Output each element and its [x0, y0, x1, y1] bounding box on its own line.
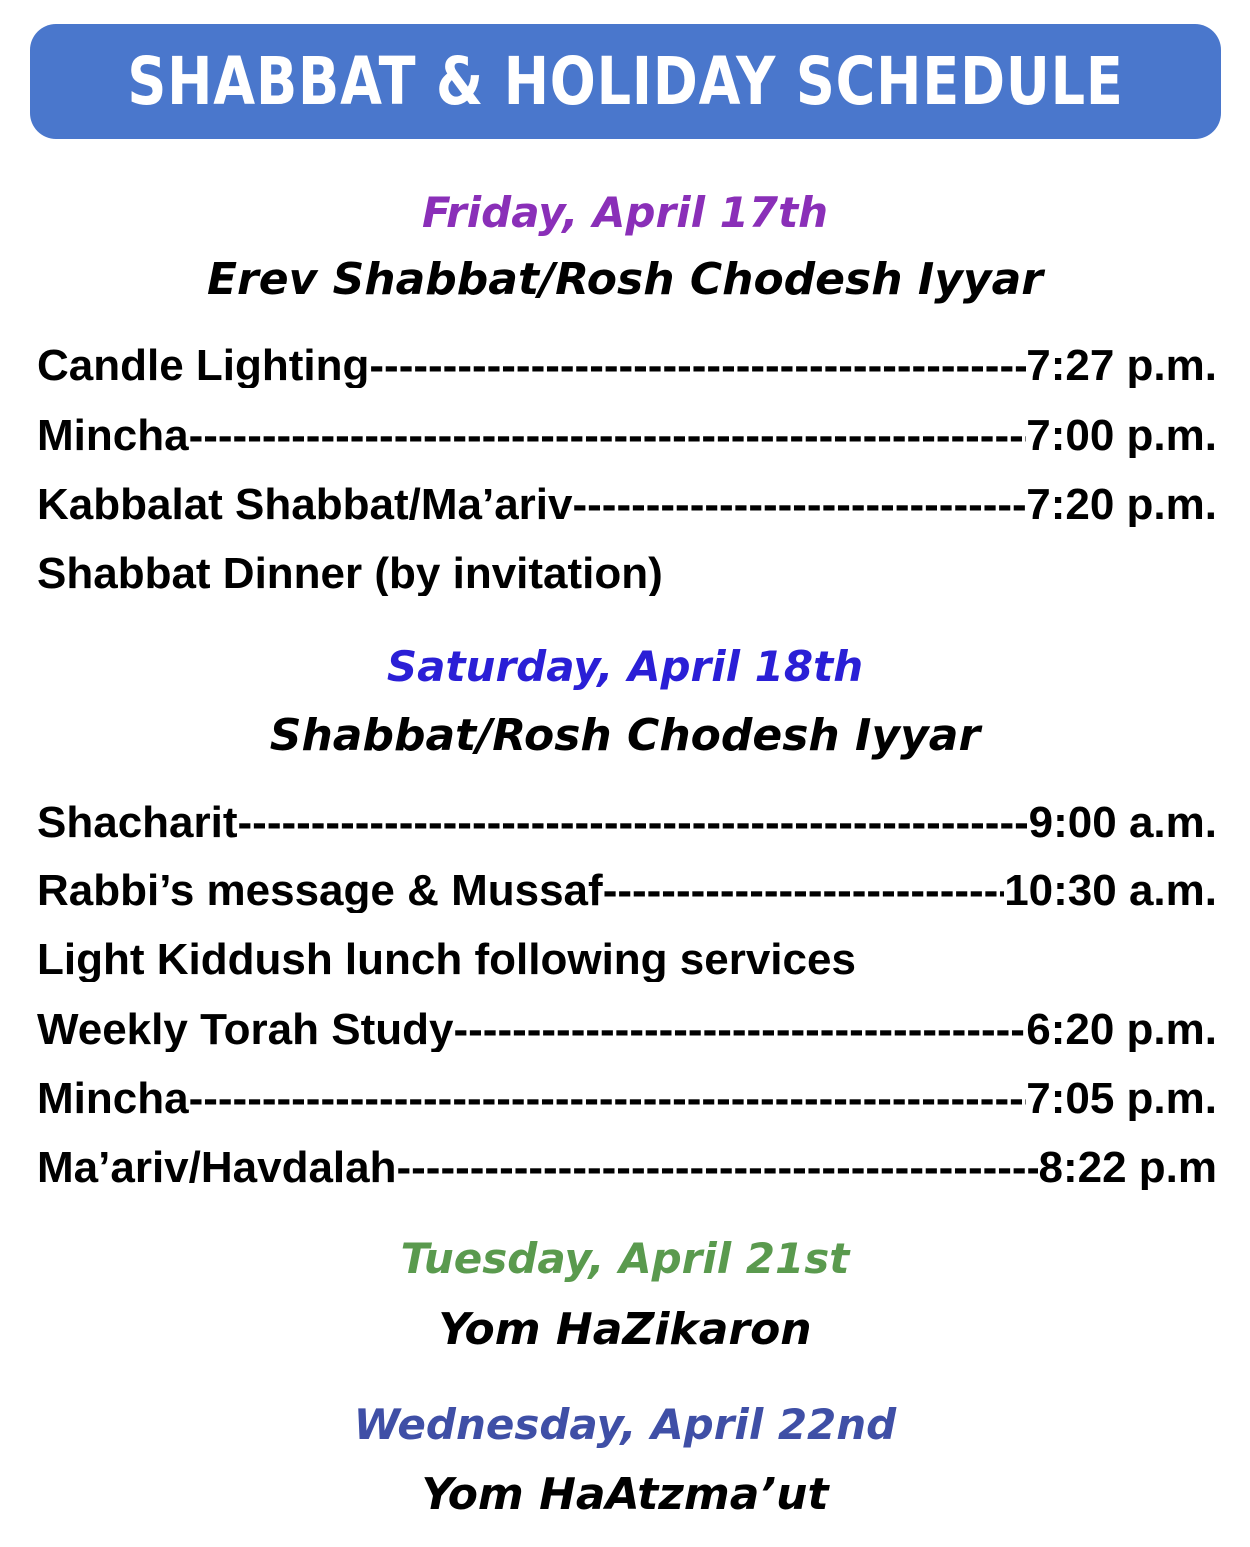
dot-leader [397, 1146, 1039, 1190]
event-label: Shacharit [37, 801, 238, 845]
schedule-row [37, 1008, 1217, 1052]
event-time: 8:22 p.m [1038, 1146, 1217, 1190]
event-time: 7:05 p.m. [1026, 1077, 1217, 1121]
event-label: Mincha [37, 414, 189, 458]
schedule-row [37, 801, 1217, 845]
holiday-name-friday: Erev Shabbat/Rosh Chodesh Iyyar [207, 254, 1043, 305]
dot-leader [603, 869, 1005, 913]
event-label: Rabbi’s message & Mussaf [37, 869, 603, 913]
schedule-row [37, 344, 1217, 388]
event-time: 7:00 p.m. [1026, 414, 1217, 458]
date-heading-saturday: Saturday, April 18th [386, 642, 864, 691]
header-banner [30, 24, 1221, 139]
schedule-row [37, 414, 1217, 458]
holiday-name-tuesday: Yom HaZikaron [438, 1304, 812, 1355]
dot-leader [369, 344, 1026, 388]
dot-leader [572, 483, 1026, 527]
date-heading-wednesday: Wednesday, April 22nd [353, 1400, 897, 1449]
holiday-name-saturday: Shabbat/Rosh Chodesh Iyyar [269, 710, 981, 761]
event-time: 10:30 a.m. [1004, 869, 1217, 913]
event-time: 9:00 a.m. [1028, 801, 1217, 845]
date-heading-friday: Friday, April 17th [421, 188, 829, 237]
date-heading-tuesday: Tuesday, April 21st [400, 1234, 850, 1283]
event-label: Candle Lighting [37, 344, 370, 388]
schedule-row [37, 1146, 1217, 1190]
page-title: SHABBAT & HOLIDAY SCHEDULE [127, 42, 1124, 120]
event-label: Weekly Torah Study [37, 1008, 454, 1052]
schedule-row [37, 483, 1217, 527]
holiday-name-wednesday: Yom HaAtzma’ut [421, 1469, 829, 1520]
event-time: 6:20 p.m. [1026, 1008, 1217, 1052]
schedule-row [37, 869, 1217, 913]
event-time: 7:20 p.m. [1026, 483, 1217, 527]
dot-leader [189, 414, 1027, 458]
schedule-row [37, 1077, 1217, 1121]
schedule-row [37, 552, 1217, 596]
event-label: Mincha [37, 1077, 189, 1121]
event-time: 7:27 p.m. [1026, 344, 1217, 388]
event-label: Light Kiddush lunch following services [37, 938, 856, 982]
event-label: Ma’ariv/Havdalah [37, 1146, 397, 1190]
dot-leader [189, 1077, 1027, 1121]
schedule-row [37, 938, 1217, 982]
dot-leader [238, 801, 1029, 845]
event-label: Kabbalat Shabbat/Ma’ariv [37, 483, 573, 527]
event-label: Shabbat Dinner (by invitation) [37, 552, 663, 596]
dot-leader [453, 1008, 1026, 1052]
